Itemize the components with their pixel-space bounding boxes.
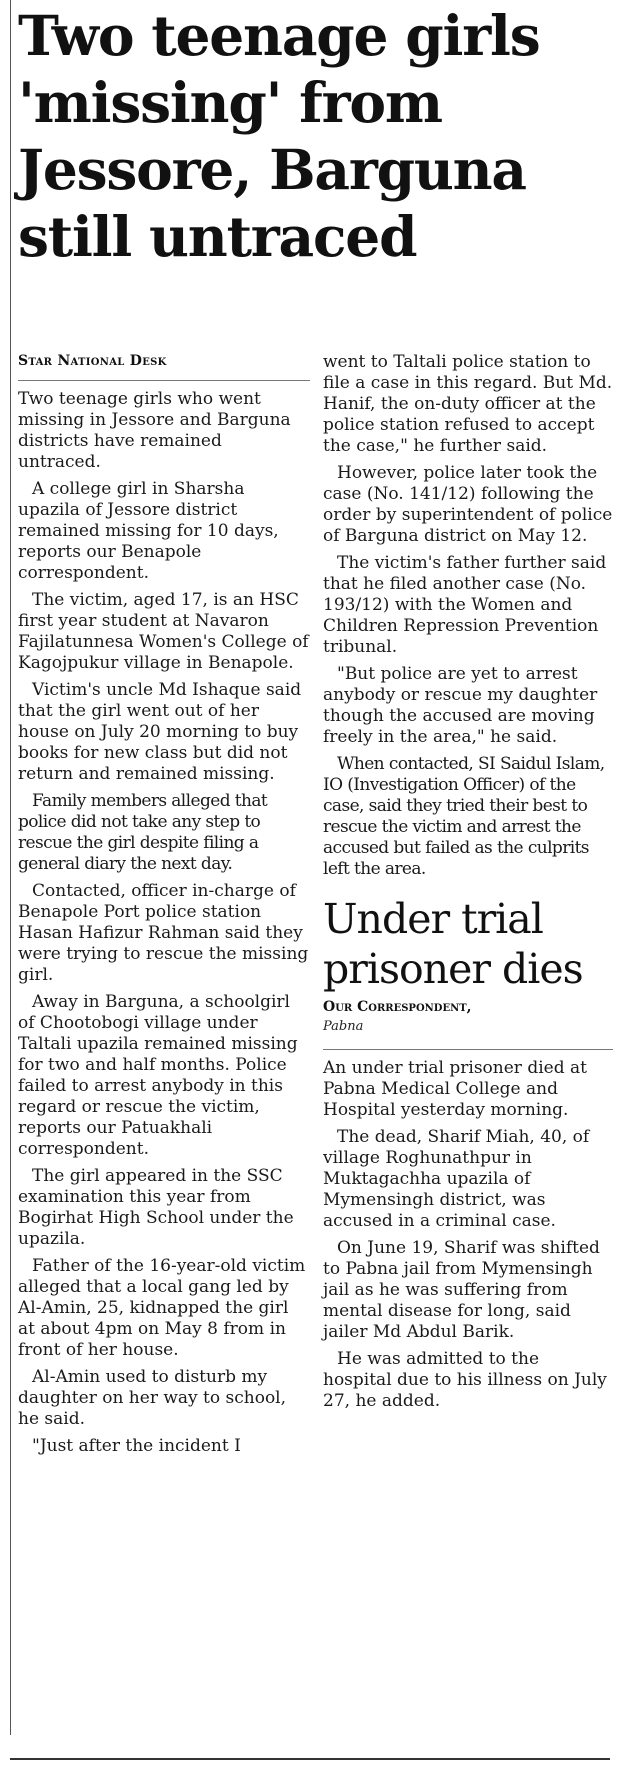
headline-line: still untraced xyxy=(18,204,417,269)
story2-headline-line: prisoner dies xyxy=(323,945,583,993)
main-headline xyxy=(18,2,614,270)
story1-paragraph: The girl appeared in the SSC examination this year from Bogirhat High School under the upazila. xyxy=(18,1166,294,1249)
byline-divider xyxy=(323,1049,613,1050)
story1-left-column xyxy=(18,352,310,1463)
byline-divider xyxy=(18,380,310,381)
story1-paragraph: When contacted, SI Saidul Islam, IO (Investigation Officer) of the case, said they tried their best to rescue the victim and arrest the accused but failed as the culprits left the area. xyxy=(323,754,605,879)
story2-dateline: Pabna xyxy=(323,1019,364,1034)
story1-paragraph: However, police later took the case (No. 141/12) following the order by superintendent of police of Barguna district on May 12. xyxy=(323,463,613,546)
story1-paragraph: "But police are yet to arrest anybody or rescue my daughter though the accused are moving freely in the area," he said. xyxy=(323,664,598,747)
bottom-rule xyxy=(10,1758,610,1760)
story1-paragraph: Contacted, officer in-charge of Benapole Port police station Hasan Hafizur Rahman said they were trying to rescue the missing girl. xyxy=(18,881,309,985)
story1-paragraph: The victim, aged 17, is an HSC first year student at Navaron Fajilatunnesa Women's College of Kagojpukur village in Benapole. xyxy=(18,590,309,673)
story2-headline xyxy=(323,894,613,994)
column-rule-left xyxy=(10,0,11,1735)
story1-paragraph: Father of the 16-year-old victim alleged that a local gang led by Al-Amin, 25, kidnapped the girl at about 4pm on May 8 from in front of her house. xyxy=(18,1256,306,1360)
story1-paragraph: Family members alleged that police did not take any step to rescue the girl despite filing a general diary the next day. xyxy=(18,791,268,874)
story1-paragraph: The victim's father further said that he filed another case (No. 193/12) with the Women and Children Repression Prevention tribunal. xyxy=(323,553,607,657)
headline-line: Two teenage girls xyxy=(18,3,540,68)
story2-paragraph: The dead, Sharif Miah, 40, of village Roghunathpur in Muktagachha upazila of Mymensingh district, was accused in a criminal case. xyxy=(323,1127,590,1231)
story1-paragraph: Away in Barguna, a schoolgirl of Chootobogi village under Taltali upazila remained missing for two and half months. Police failed to arrest anybody in this regard or rescue the victim, reports our Patuakhali correspondent. xyxy=(18,992,298,1159)
headline-line: 'missing' from xyxy=(18,70,442,135)
story1-right-column xyxy=(323,352,613,1418)
story2-paragraph: An under trial prisoner died at Pabna Medical College and Hospital yesterday morning. xyxy=(323,1058,587,1120)
story1-paragraph: Victim's uncle Md Ishaque said that the girl went out of her house on July 20 morning to buy books for new class but did not return and remained missing. xyxy=(18,680,302,784)
headline-line: Jessore, Barguna xyxy=(18,137,526,202)
story2-headline-line: Under trial xyxy=(323,895,543,943)
story1-byline: Star National Desk xyxy=(18,353,167,369)
story1-paragraph: Al-Amin used to disturb my daughter on her way to school, he said. xyxy=(18,1367,287,1429)
story1-paragraph: A college girl in Sharsha upazila of Jessore district remained missing for 10 days, reports our Benapole correspondent. xyxy=(18,479,279,583)
story2-paragraph: On June 19, Sharif was shifted to Pabna jail from Mymensingh jail as he was suffering from mental disease for long, said jailer Md Abdul Barik. xyxy=(323,1238,600,1342)
story2-paragraph: He was admitted to the hospital due to his illness on July 27, he added. xyxy=(323,1349,607,1411)
story1-paragraph: Two teenage girls who went missing in Jessore and Barguna districts have remained untraced. xyxy=(18,389,291,472)
story1-paragraph: went to Taltali police station to file a case in this regard. But Md. Hanif, the on-duty officer at the police station refused to accept the case," he further said. xyxy=(323,352,613,456)
story2-byline: Our Correspondent, xyxy=(323,999,472,1015)
story1-paragraph: "Just after the incident I xyxy=(32,1436,241,1456)
